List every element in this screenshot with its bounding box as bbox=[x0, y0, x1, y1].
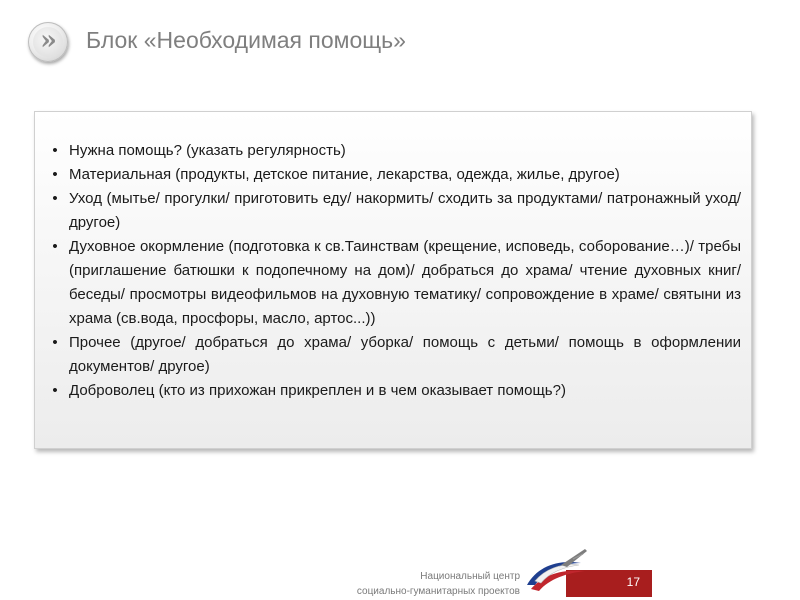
footer-org-name bbox=[357, 569, 520, 599]
chevron-glyph: » bbox=[40, 25, 57, 56]
bullet-icon: • bbox=[52, 142, 58, 159]
content-box bbox=[34, 111, 752, 449]
list-item: • Уход (мытье/ прогулки/ приготовить еду/ накормить/ сходить за продуктами/ патронажный уход/ другое) bbox=[49, 187, 741, 235]
bullet-list bbox=[49, 139, 741, 403]
bullet-icon: • bbox=[52, 166, 58, 183]
swoosh-logo-icon bbox=[523, 545, 593, 597]
bullet-icon: • bbox=[52, 382, 58, 399]
list-item: • Нужна помощь? (указать регулярность) bbox=[49, 139, 741, 163]
list-item: • Прочее (другое/ добраться до храма/ уборка/ помощь с детьми/ помощь в оформлении документов/ другое) bbox=[49, 331, 741, 379]
footer-org-line1: Национальный центр bbox=[420, 571, 520, 582]
slide-title: Блок «Необходимая помощь» bbox=[86, 27, 406, 53]
page-number: 17 bbox=[626, 575, 640, 589]
bullet-icon: • bbox=[52, 190, 58, 207]
bullet-icon: • bbox=[52, 334, 58, 351]
footer-org-line2: социально-гуманитарных проектов bbox=[356, 586, 520, 597]
list-item: • Доброволец (кто из прихожан прикреплен и в чем оказывает помощь?) bbox=[49, 379, 741, 403]
bullet-icon: • bbox=[52, 238, 58, 255]
list-item: • Духовное окормление (подготовка к св.Таинствам (крещение, исповедь, соборование…)/ требы (приглашение батюшки к подопечному на дом)/ добраться до храма/ чтение духовных книг/ беседы/ просмотры видеофильмов на духовную тематику/ сопровождение в храме/ святыни из храма (св.вода, просфоры, масло, артос...)) bbox=[49, 235, 741, 331]
list-item: • Материальная (продукты, детское питание, лекарства, одежда, жилье, другое) bbox=[49, 163, 741, 187]
double-chevron-right-icon[interactable] bbox=[28, 22, 68, 62]
